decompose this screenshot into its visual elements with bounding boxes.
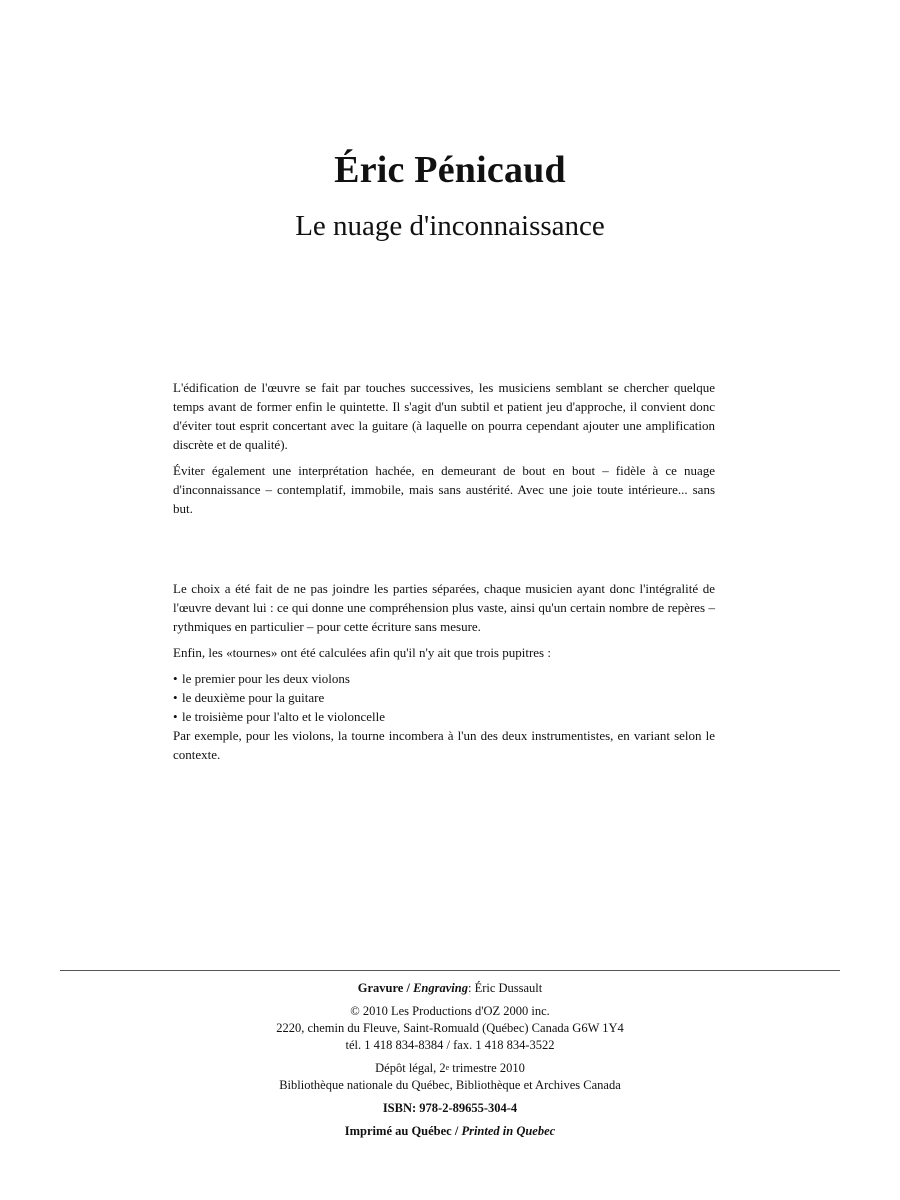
notes-paragraph-5: Par exemple, pour les violons, la tourne incombera à l'un des deux instrumentistes, en variant selon le contexte. (173, 728, 715, 762)
bullet-icon: • (173, 671, 178, 686)
engraving-label-fr: Gravure (357, 981, 404, 995)
engraving-colon: : (467, 981, 475, 995)
library-line: Bibliothèque nationale du Québec, Bibliothèque et Archives Canada (279, 1078, 621, 1092)
list-item (173, 688, 715, 707)
publisher-credits (0, 980, 900, 1140)
list-item (173, 669, 715, 688)
list-item (173, 707, 715, 726)
printed-fr: Imprimé au Québec (344, 1124, 452, 1138)
notes-paragraph-2: Éviter également une interprétation hachée, en demeurant de bout en bout – fidèle à ce nuage d'inconnaissance – contemplatif, immobile, mais sans austérité. Avec une joie toute intérieure... sans but. (173, 463, 715, 516)
notes-paragraph-3: Le choix a été fait de ne pas joindre les parties séparées, chaque musicien ayant donc l'intégralité de l'œuvre devant lui : ce qui donne une compréhension plus vaste, ainsi qu'un certain nombre de repères – rythmiques en particulier – pour cette écriture sans mesure. (173, 581, 715, 634)
printed-line (0, 1123, 900, 1140)
composer-name: Éric Pénicaud (334, 149, 566, 191)
deposit-suffix: trimestre 2010 (449, 1061, 525, 1075)
parts-notes-block (173, 579, 715, 771)
copyright-line: © 2010 Les Productions d'OZ 2000 inc. (350, 1004, 550, 1018)
notes-paragraph-4: Enfin, les «tournes» ont été calculées afin qu'il n'y ait que trois pupitres : (173, 645, 551, 660)
deposit-superscript: e (445, 1063, 450, 1072)
legal-deposit-line (0, 1060, 900, 1077)
engraving-separator: / (403, 981, 414, 995)
engraving-credit (0, 980, 900, 997)
notes-paragraph-1: L'édification de l'œuvre se fait par touches successives, les musiciens semblant se chercher quelque temps avant de former enfin le quintette. Il s'agit d'un subtil et patient jeu d'approche, il convient donc d'éviter tout esprit concertant avec la guitare (à laquelle on pourra cependant ajouter une amplification discrète et de qualité). (173, 380, 715, 452)
engraver-name: Éric Dussault (474, 981, 543, 995)
footer-divider (60, 970, 840, 971)
list-item-text: le troisième pour l'alto et le violoncelle (182, 709, 386, 724)
isbn-line: ISBN: 978-2-89655-304-4 (382, 1101, 518, 1115)
performance-notes-block (173, 378, 715, 525)
engraving-label-en: Engraving (413, 981, 468, 995)
phone-line: tél. 1 418 834-8384 / fax. 1 418 834-3522 (345, 1038, 555, 1052)
bullet-icon: • (173, 690, 178, 705)
bullet-icon: • (173, 709, 178, 724)
desk-list (173, 669, 715, 726)
list-item-text: le premier pour les deux violons (182, 671, 350, 686)
work-title: Le nuage d'inconnaissance (295, 210, 605, 242)
printed-separator: / (451, 1124, 462, 1138)
printed-en: Printed in Quebec (461, 1124, 556, 1138)
deposit-prefix: Dépôt légal, 2 (375, 1061, 446, 1075)
list-item-text: le deuxième pour la guitare (182, 690, 325, 705)
address-line: 2220, chemin du Fleuve, Saint-Romuald (Québec) Canada G6W 1Y4 (276, 1021, 624, 1035)
